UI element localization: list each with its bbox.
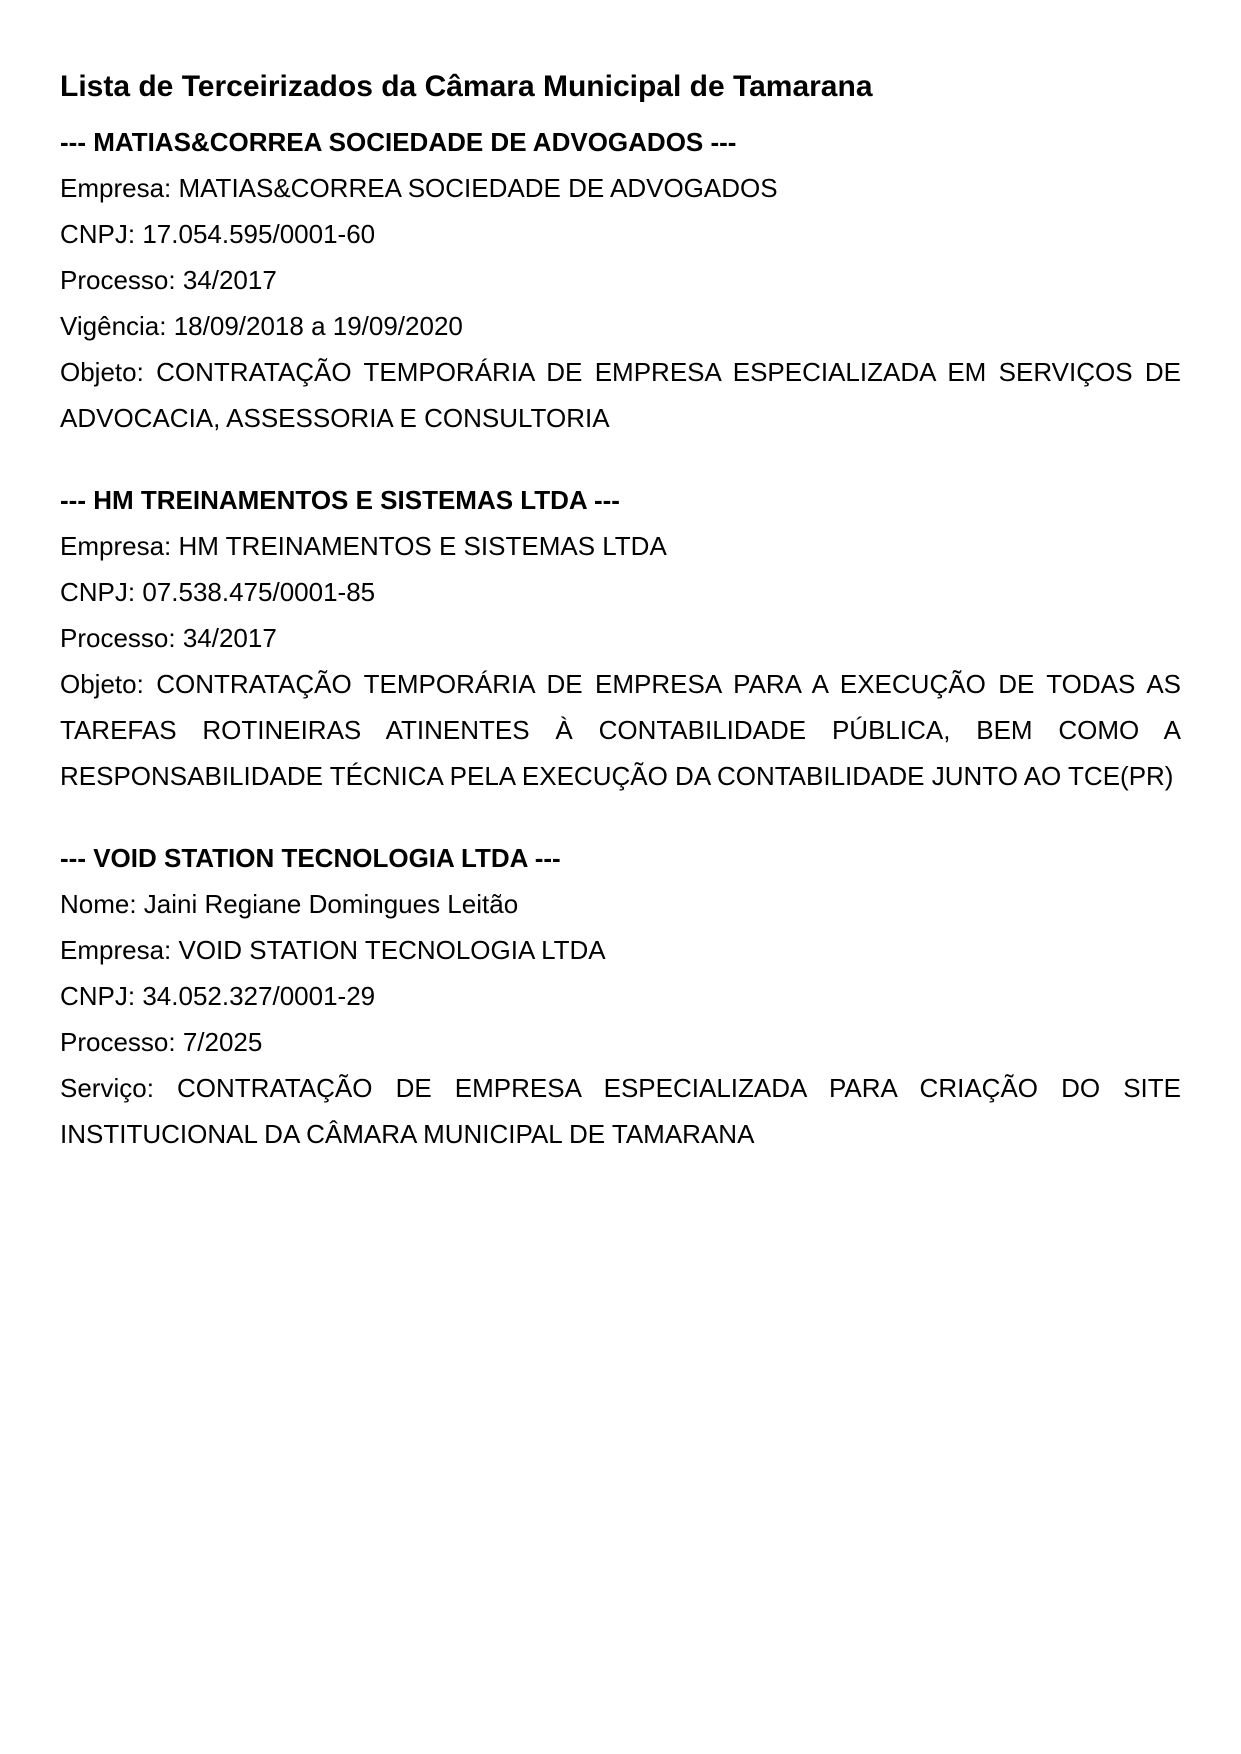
field-vigencia: Vigência: 18/09/2018 a 19/09/2020 bbox=[60, 311, 463, 341]
section-void-station bbox=[60, 835, 1181, 1157]
field-cnpj: CNPJ: 07.538.475/0001-85 bbox=[60, 577, 376, 607]
field-cnpj: CNPJ: 34.052.327/0001-29 bbox=[60, 981, 376, 1011]
section-hm-treinamentos bbox=[60, 477, 1181, 799]
field-processo: Processo: 34/2017 bbox=[60, 265, 277, 295]
field-empresa: Empresa: HM TREINAMENTOS E SISTEMAS LTDA bbox=[60, 531, 667, 561]
paragraph-objeto: Objeto: CONTRATAÇÃO TEMPORÁRIA DE EMPRESA ESPECIALIZADA EM SERVIÇOS DE ADVOCACIA, ASSESSORIA E CONSULTORIA bbox=[60, 357, 1181, 433]
field-cnpj: CNPJ: 17.054.595/0001-60 bbox=[60, 219, 376, 249]
section-matias-correa bbox=[60, 119, 1181, 441]
field-processo: Processo: 34/2017 bbox=[60, 623, 277, 653]
section-header: --- MATIAS&CORREA SOCIEDADE DE ADVOGADOS --- bbox=[60, 127, 737, 157]
field-empresa: Empresa: VOID STATION TECNOLOGIA LTDA bbox=[60, 935, 606, 965]
field-nome: Nome: Jaini Regiane Domingues Leitão bbox=[60, 889, 519, 919]
paragraph-objeto: Objeto: CONTRATAÇÃO TEMPORÁRIA DE EMPRESA PARA A EXECUÇÃO DE TODAS AS TAREFAS ROTINEIRAS ATINENTES À CONTABILIDADE PÚBLICA, BEM COMO A RESPONSABILIDADE TÉCNICA PELA EXECUÇÃO DA CONTABILIDADE JUNTO AO TCE(PR) bbox=[60, 669, 1181, 791]
section-header: --- VOID STATION TECNOLOGIA LTDA --- bbox=[60, 843, 561, 873]
field-empresa: Empresa: MATIAS&CORREA SOCIEDADE DE ADVOGADOS bbox=[60, 173, 778, 203]
paragraph-servico: Serviço: CONTRATAÇÃO DE EMPRESA ESPECIALIZADA PARA CRIAÇÃO DO SITE INSTITUCIONAL DA CÂMARA MUNICIPAL DE TAMARANA bbox=[60, 1073, 1181, 1149]
section-header: --- HM TREINAMENTOS E SISTEMAS LTDA --- bbox=[60, 485, 620, 515]
field-processo: Processo: 7/2025 bbox=[60, 1027, 263, 1057]
document-title: Lista de Terceirizados da Câmara Municipal de Tamarana bbox=[60, 70, 873, 103]
